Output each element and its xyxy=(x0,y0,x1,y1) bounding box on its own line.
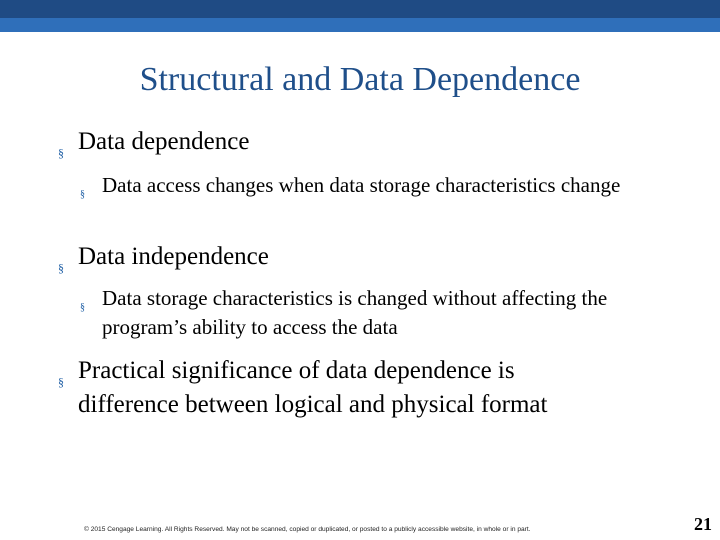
bullet-text: Data independence xyxy=(78,243,269,270)
slide-title: Structural and Data Dependence xyxy=(139,61,581,98)
sub-bullet-data-storage xyxy=(80,284,640,342)
bullet-mark-icon: § xyxy=(58,146,64,160)
bullet-text: Practical significance of data dependence is difference between logical and physical format xyxy=(78,357,548,418)
bullet-mark-icon: § xyxy=(58,375,64,389)
bullet-data-independence xyxy=(58,240,698,274)
bullet-text: Data dependence xyxy=(78,128,250,155)
bullet-practical-significance xyxy=(58,354,598,422)
bullet-mark-icon: § xyxy=(80,189,85,200)
copyright-footer: © 2015 Cengage Learning. All Rights Reserved. May not be scanned, copied or duplicated, or posted to a publicly accessible website, in whole or in part. xyxy=(84,526,531,533)
header-band-light xyxy=(0,18,720,32)
header-band-dark xyxy=(0,0,720,18)
bullet-text: Data access changes when data storage characteristics change xyxy=(102,173,621,197)
page-number: 21 xyxy=(694,514,712,534)
sub-bullet-data-access xyxy=(80,171,680,200)
bullet-mark-icon: § xyxy=(80,302,85,313)
bullet-text: Data storage characteristics is changed without affecting the program’s ability to access the data xyxy=(102,286,608,339)
bullet-mark-icon: § xyxy=(58,261,64,275)
bullet-data-dependence xyxy=(58,125,698,159)
